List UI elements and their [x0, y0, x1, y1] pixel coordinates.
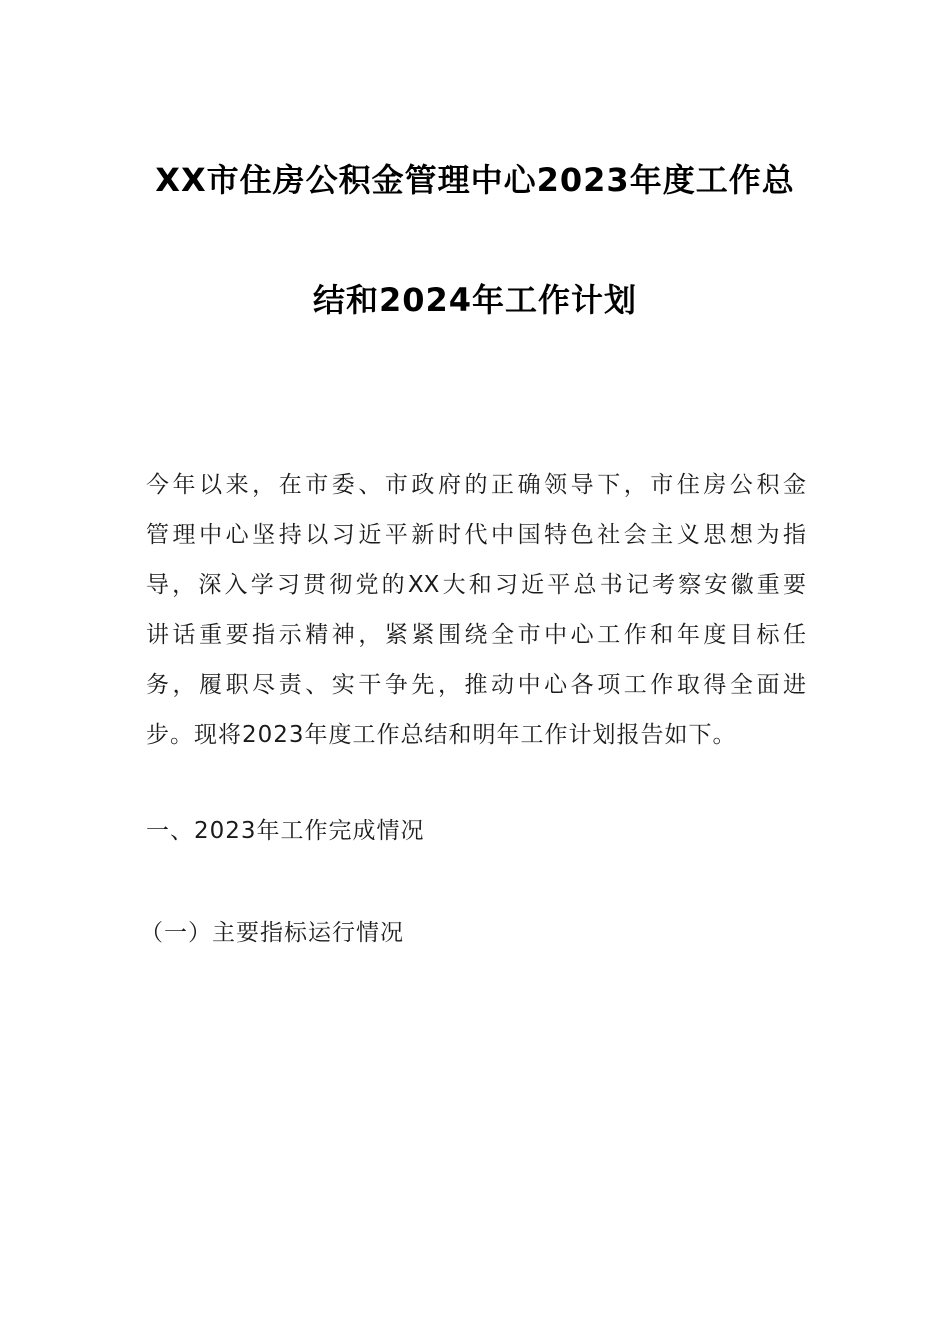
document-title-line-1: XX市住房公积金管理中心2023年度工作总 — [155, 161, 795, 199]
intro-line: 步。现将2023年度工作总结和明年工作计划报告如下。 — [146, 722, 737, 748]
intro-line: 务，履职尽责、实干争先，推动中心各项工作取得全面进 — [146, 672, 806, 698]
intro-line: 今年以来，在市委、市政府的正确领导下，市住房公积金 — [146, 472, 806, 498]
intro-line: 讲话重要指示精神，紧紧围绕全市中心工作和年度目标任 — [146, 622, 806, 648]
section-heading: 一、2023年工作完成情况 — [146, 818, 425, 844]
intro-line: 管理中心坚持以习近平新时代中国特色社会主义思想为指 — [146, 522, 806, 548]
intro-line: 导，深入学习贯彻党的XX大和习近平总书记考察安徽重要 — [146, 572, 806, 598]
subsection-heading: （一）主要指标运行情况 — [140, 920, 404, 946]
intro-paragraph — [146, 470, 806, 770]
document-title-line-2: 结和2024年工作计划 — [312, 281, 638, 319]
